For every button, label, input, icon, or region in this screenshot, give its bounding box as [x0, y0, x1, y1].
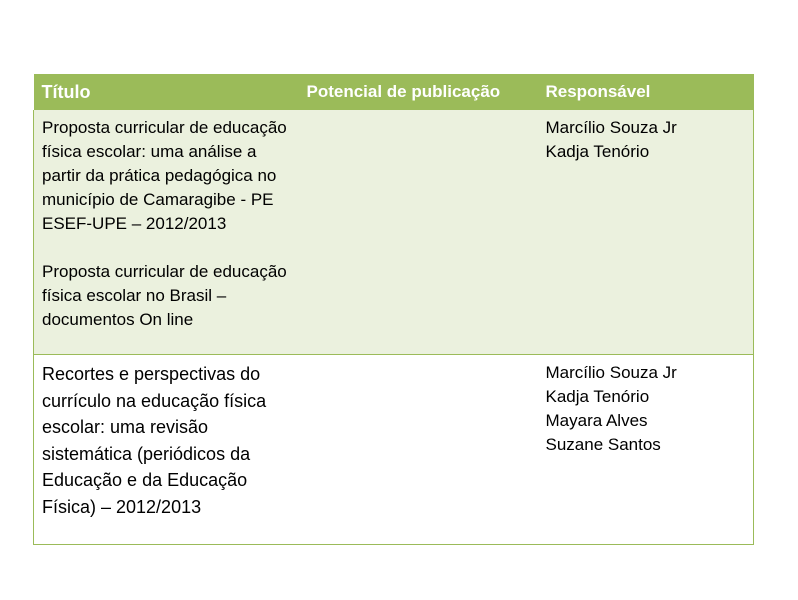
title-cell	[34, 110, 299, 355]
responsible-name: Kadja Tenório	[545, 141, 650, 161]
header-potencial-de-publicacao: Potencial de publicação	[299, 75, 538, 110]
potential-cell	[299, 110, 538, 355]
table-row	[34, 355, 754, 545]
responsible-name: Marcílio Souza Jr	[545, 117, 677, 137]
publications-table	[33, 74, 754, 545]
title-paragraph: Proposta curricular de educação física escolar no Brasil – documentos On line	[42, 261, 287, 329]
responsible-cell	[538, 110, 754, 355]
title-cell	[34, 355, 299, 545]
header-titulo: Título	[34, 75, 299, 110]
title-paragraph: Recortes e perspectivas do currículo na educação física escolar: uma revisão sistemática (periódicos da Educação e da Educação Física) – 2012/2013	[42, 364, 267, 517]
table-header-row	[34, 75, 754, 110]
responsible-name: Mayara Alves	[545, 411, 648, 430]
responsible-name: Marcílio Souza Jr	[545, 363, 677, 382]
responsible-cell	[538, 355, 754, 545]
potential-cell	[299, 355, 538, 545]
title-paragraph: Proposta curricular de educação física escolar: uma análise a partir da prática pedagógica no município de Camaragibe - PE ESEF-UPE – 2012/2013	[42, 117, 287, 233]
table-row	[34, 110, 754, 355]
responsible-name: Suzane Santos	[545, 435, 661, 454]
header-responsavel: Responsável	[538, 75, 754, 110]
responsible-name: Kadja Tenório	[545, 387, 650, 406]
title-text	[42, 361, 291, 520]
title-text	[42, 116, 291, 332]
